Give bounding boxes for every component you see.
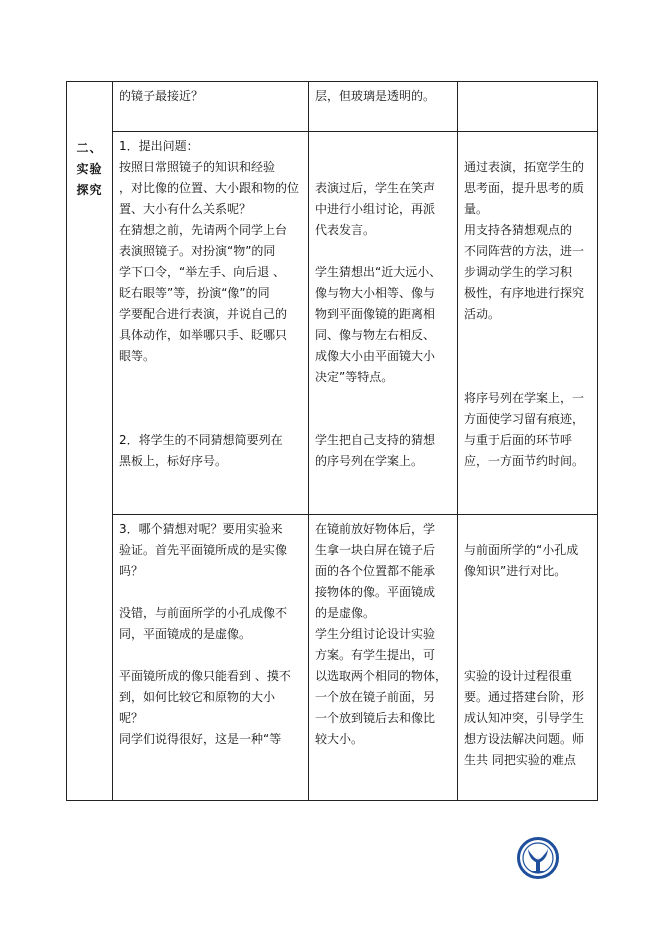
text-line xyxy=(119,367,304,388)
text-line: 以选取两个相同的物体， xyxy=(315,669,448,683)
text-line: 表演过后，学生在笑声 xyxy=(315,181,436,195)
lesson-plan-table xyxy=(66,81,598,801)
text-line: 到，如何比较它和原物的大小 xyxy=(119,690,276,704)
design-purpose-cell xyxy=(458,132,598,515)
text-line: 学生猜想出“近大远小、 xyxy=(315,265,442,279)
cell-text: 层，但玻璃是透明的。 xyxy=(315,89,436,103)
text-line xyxy=(464,603,593,624)
text-line xyxy=(464,346,593,367)
text-line: 生共 同把实验的难点 xyxy=(464,753,576,767)
text-line: 与前面所学的“小孔成 xyxy=(464,543,579,557)
table-row xyxy=(67,82,598,132)
text-line: 黑板上，标好序号。 xyxy=(119,454,228,468)
text-line: 代表发言。 xyxy=(315,223,376,237)
text-line: 用支持各猜想观点的 xyxy=(464,223,573,237)
text-line: 的是虚像。 xyxy=(315,606,376,620)
text-line: 一个放到镜后去和像比 xyxy=(315,711,436,725)
text-line: ，对比像的位置、大小跟和物的位 xyxy=(119,181,300,195)
text-line: 学要配合进行表演，并说自己的 xyxy=(119,307,288,321)
text-line: 方面使学习留有痕迹， xyxy=(464,412,585,426)
text-line: 像知识”进行对比。 xyxy=(464,564,567,578)
design-purpose-cell xyxy=(458,515,598,801)
text-line xyxy=(464,624,593,645)
text-line: 验证。首先平面镜所成的是实像 xyxy=(119,543,288,557)
student-activity-cell xyxy=(309,515,458,801)
teacher-activity-cell xyxy=(113,132,309,515)
text-line: 要。通过搭建台阶，形 xyxy=(464,690,585,704)
text-line: 眼等。 xyxy=(119,349,156,363)
text-line: 眨右眼等”等，扮演“像”的同 xyxy=(119,286,270,300)
text-line xyxy=(464,325,593,346)
text-line: 没错，与前面所学的小孔成像不 xyxy=(119,606,288,620)
text-line: 像与物大小相等、像与 xyxy=(315,286,436,300)
table-row xyxy=(67,132,598,515)
text-line: 步调动学生的学习积 xyxy=(464,265,573,279)
text-line: 学生把自己支持的猜想 xyxy=(315,433,436,447)
text-line: 通过表演，拓宽学生的 xyxy=(464,160,585,174)
text-line: 面的各个位置都不能承 xyxy=(315,564,436,578)
text-line: 同学们说得很好，这是一种“等 xyxy=(119,732,282,746)
text-line: 具体动作，如举哪只手、眨哪只 xyxy=(119,328,288,342)
cell-text: 的镜子最接近？ xyxy=(119,89,204,103)
text-line: 同，平面镜成的是虚像。 xyxy=(119,627,252,641)
text-line xyxy=(315,409,453,430)
text-line: 在镜前放好物体后，学 xyxy=(315,522,436,536)
text-line: 中进行小组讨论，再派 xyxy=(315,202,436,216)
teacher-activity-cell xyxy=(113,515,309,801)
text-line: 的序号列在学案上。 xyxy=(315,454,424,468)
text-line xyxy=(315,136,453,157)
text-line: 成认知冲突，引导学生 xyxy=(464,711,585,725)
section-title-line2: 探究 xyxy=(76,183,103,197)
section-title-line1: 实验 xyxy=(76,162,103,176)
text-line: 按照日常照镜子的知识和经验 xyxy=(119,160,276,174)
text-line: 方案。有学生提出，可 xyxy=(315,648,436,662)
text-line: 表演照镜子。对扮演“物”的同 xyxy=(119,244,276,258)
text-line: 1．提出问题： xyxy=(119,139,199,153)
text-line: 吗？ xyxy=(119,564,144,578)
text-line xyxy=(315,241,453,262)
text-line: 学下口令，“举左手、向后退 、 xyxy=(119,265,286,279)
text-line: 在猜想之前，先请两个同学上台 xyxy=(119,223,288,237)
text-line: 呢？ xyxy=(119,711,144,725)
text-line: 与重于后面的环节呼 xyxy=(464,433,573,447)
text-line: 学生分组讨论设计实验 xyxy=(315,627,436,641)
text-line xyxy=(119,645,304,666)
section-heading-cell xyxy=(67,82,113,801)
text-line: 3．哪个猜想对呢？要用实验来 xyxy=(119,522,283,536)
text-line xyxy=(464,367,593,388)
text-line: 平面镜所成的像只能看到 、摸不 xyxy=(119,669,291,683)
text-line: 同、像与物左右相反、 xyxy=(315,328,436,342)
section-number: 二、 xyxy=(76,141,103,155)
text-line: 量。 xyxy=(464,202,489,216)
text-line: 思考面，提升思考的质 xyxy=(464,181,585,195)
text-line xyxy=(119,409,304,430)
text-line xyxy=(464,136,593,157)
text-line xyxy=(464,645,593,666)
text-line: 接物体的像。平面镜成 xyxy=(315,585,436,599)
text-line: 一个放在镜子前面，另 xyxy=(315,690,436,704)
text-line xyxy=(464,582,593,603)
text-line xyxy=(464,519,593,540)
text-line xyxy=(119,582,304,603)
text-line: 实验的设计过程很重 xyxy=(464,669,573,683)
text-line: 想方设法解决问题。师 xyxy=(464,732,585,746)
text-line: 较大小。 xyxy=(315,732,364,746)
table-row xyxy=(67,515,598,801)
text-line: 决定”等特点。 xyxy=(315,370,394,384)
text-line: 物到平面像镜的距离相 xyxy=(315,307,436,321)
student-activity-cell xyxy=(309,82,458,132)
text-line: 应，一方面节约时间。 xyxy=(464,454,585,468)
text-line: 成像大小由平面镜大小 xyxy=(315,349,436,363)
publisher-logo-icon xyxy=(516,836,560,880)
text-line xyxy=(315,157,453,178)
text-line: 生拿一块白屏在镜子后 xyxy=(315,543,436,557)
text-line: 不同阵营的方法，进一 xyxy=(464,244,585,258)
design-purpose-cell xyxy=(458,82,598,132)
text-line: 活动。 xyxy=(464,307,501,321)
text-line xyxy=(119,388,304,409)
text-line: 置、大小有什么关系呢？ xyxy=(119,202,252,216)
text-line: 2．将学生的不同猜想简要列在 xyxy=(119,433,283,447)
text-line: 将序号列在学案上，一 xyxy=(464,391,585,405)
text-line xyxy=(315,388,453,409)
student-activity-cell xyxy=(309,132,458,515)
teacher-activity-cell xyxy=(113,82,309,132)
text-line: 极性，有序地进行探究 xyxy=(464,286,585,300)
